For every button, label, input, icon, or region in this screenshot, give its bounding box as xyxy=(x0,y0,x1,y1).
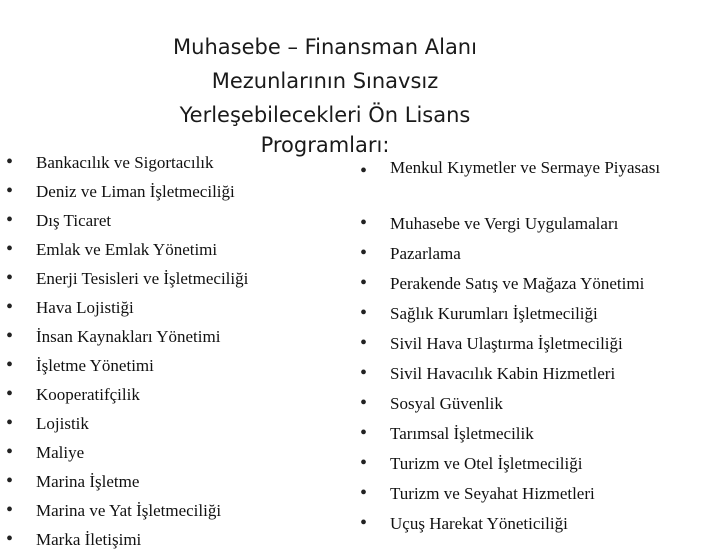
list-item-label: İnsan Kaynakları Yönetimi xyxy=(36,327,221,346)
bullet-icon: • xyxy=(360,452,368,474)
list-item xyxy=(6,206,336,235)
list-item-label: Enerji Tesisleri ve İşletmeciliği xyxy=(36,269,249,288)
bullet-icon: • xyxy=(360,272,368,294)
page-title xyxy=(150,30,500,132)
list-item xyxy=(6,467,336,496)
list-item xyxy=(360,239,720,269)
list-item-label: Emlak ve Emlak Yönetimi xyxy=(36,240,218,259)
list-item xyxy=(6,380,336,409)
bullet-icon: • xyxy=(6,354,14,376)
list-item xyxy=(6,264,336,293)
list-item xyxy=(360,269,720,299)
bullet-icon: • xyxy=(6,267,14,289)
bullet-icon: • xyxy=(6,412,14,434)
bullet-icon: • xyxy=(6,296,14,318)
list-item xyxy=(360,449,720,479)
bullet-icon: • xyxy=(360,362,368,384)
list-item xyxy=(6,351,336,380)
bullet-icon: • xyxy=(6,441,14,463)
list-item xyxy=(6,322,336,351)
title-line: Muhasebe – Finansman Alanı xyxy=(173,35,477,59)
list-item xyxy=(6,438,336,467)
list-item xyxy=(360,299,720,329)
list-item-label: Bankacılık ve Sigortacılık xyxy=(36,153,214,172)
bullet-icon: • xyxy=(6,325,14,347)
list-item xyxy=(6,409,336,438)
list-item xyxy=(360,157,720,209)
title-line: Programları: xyxy=(260,133,390,157)
list-item-label: Maliye xyxy=(36,443,85,462)
bullet-icon: • xyxy=(360,482,368,504)
right-program-list xyxy=(360,157,720,539)
bullet-icon: • xyxy=(6,528,14,550)
title-line: Yerleşebilecekleri Ön Lisans xyxy=(179,103,471,127)
list-item-label: Marina ve Yat İşletmeciliği xyxy=(36,501,222,520)
list-item xyxy=(6,235,336,264)
title-line: Mezunlarının Sınavsız xyxy=(211,69,439,93)
bullet-icon: • xyxy=(360,302,368,324)
list-item xyxy=(6,496,336,525)
list-item xyxy=(360,509,720,539)
list-item-label: Menkul Kıymetler ve Sermaye Piyasası xyxy=(390,158,661,177)
bullet-icon: • xyxy=(360,212,368,234)
bullet-icon: • xyxy=(6,383,14,405)
list-item-label: Turizm ve Seyahat Hizmetleri xyxy=(390,484,595,503)
list-item-label: Uçuş Harekat Yöneticiliği xyxy=(390,514,568,533)
bullet-icon: • xyxy=(360,332,368,354)
bullet-icon: • xyxy=(360,512,368,534)
list-item xyxy=(360,329,720,359)
bullet-icon: • xyxy=(6,151,14,173)
list-item xyxy=(360,209,720,239)
list-item xyxy=(360,419,720,449)
list-item-label: Muhasebe ve Vergi Uygulamaları xyxy=(390,214,619,233)
list-item-label: Sosyal Güvenlik xyxy=(390,394,503,413)
list-item-label: Kooperatifçilik xyxy=(36,385,140,404)
bullet-icon: • xyxy=(6,499,14,521)
list-item-label: Sağlık Kurumları İşletmeciliği xyxy=(390,304,598,323)
bullet-icon: • xyxy=(6,209,14,231)
list-item-label: Perakende Satış ve Mağaza Yönetimi xyxy=(390,274,645,293)
list-item-label: Pazarlama xyxy=(390,244,461,263)
list-item-label: Deniz ve Liman İşletmeciliği xyxy=(36,182,235,201)
list-item xyxy=(360,479,720,509)
list-item-label: Lojistik xyxy=(36,414,89,433)
list-item-label: Marina İşletme xyxy=(36,472,140,491)
list-item-label: Marka İletişimi xyxy=(36,530,142,549)
list-item xyxy=(360,359,720,389)
bullet-icon: • xyxy=(6,180,14,202)
bullet-icon: • xyxy=(360,392,368,414)
list-item-label: İşletme Yönetimi xyxy=(36,356,154,375)
list-item-label: Sivil Havacılık Kabin Hizmetleri xyxy=(390,364,616,383)
list-item xyxy=(6,177,336,206)
list-item-label: Hava Lojistiği xyxy=(36,298,134,317)
bullet-icon: • xyxy=(360,160,368,182)
bullet-icon: • xyxy=(6,238,14,260)
list-item-label: Dış Ticaret xyxy=(36,211,112,230)
list-item xyxy=(360,389,720,419)
bullet-icon: • xyxy=(360,242,368,264)
left-program-list xyxy=(6,148,336,554)
list-item xyxy=(6,293,336,322)
bullet-icon: • xyxy=(360,422,368,444)
list-item-label: Tarımsal İşletmecilik xyxy=(390,424,534,443)
list-item-label: Turizm ve Otel İşletmeciliği xyxy=(390,454,583,473)
list-item-label: Sivil Hava Ulaştırma İşletmeciliği xyxy=(390,334,623,353)
bullet-icon: • xyxy=(6,470,14,492)
